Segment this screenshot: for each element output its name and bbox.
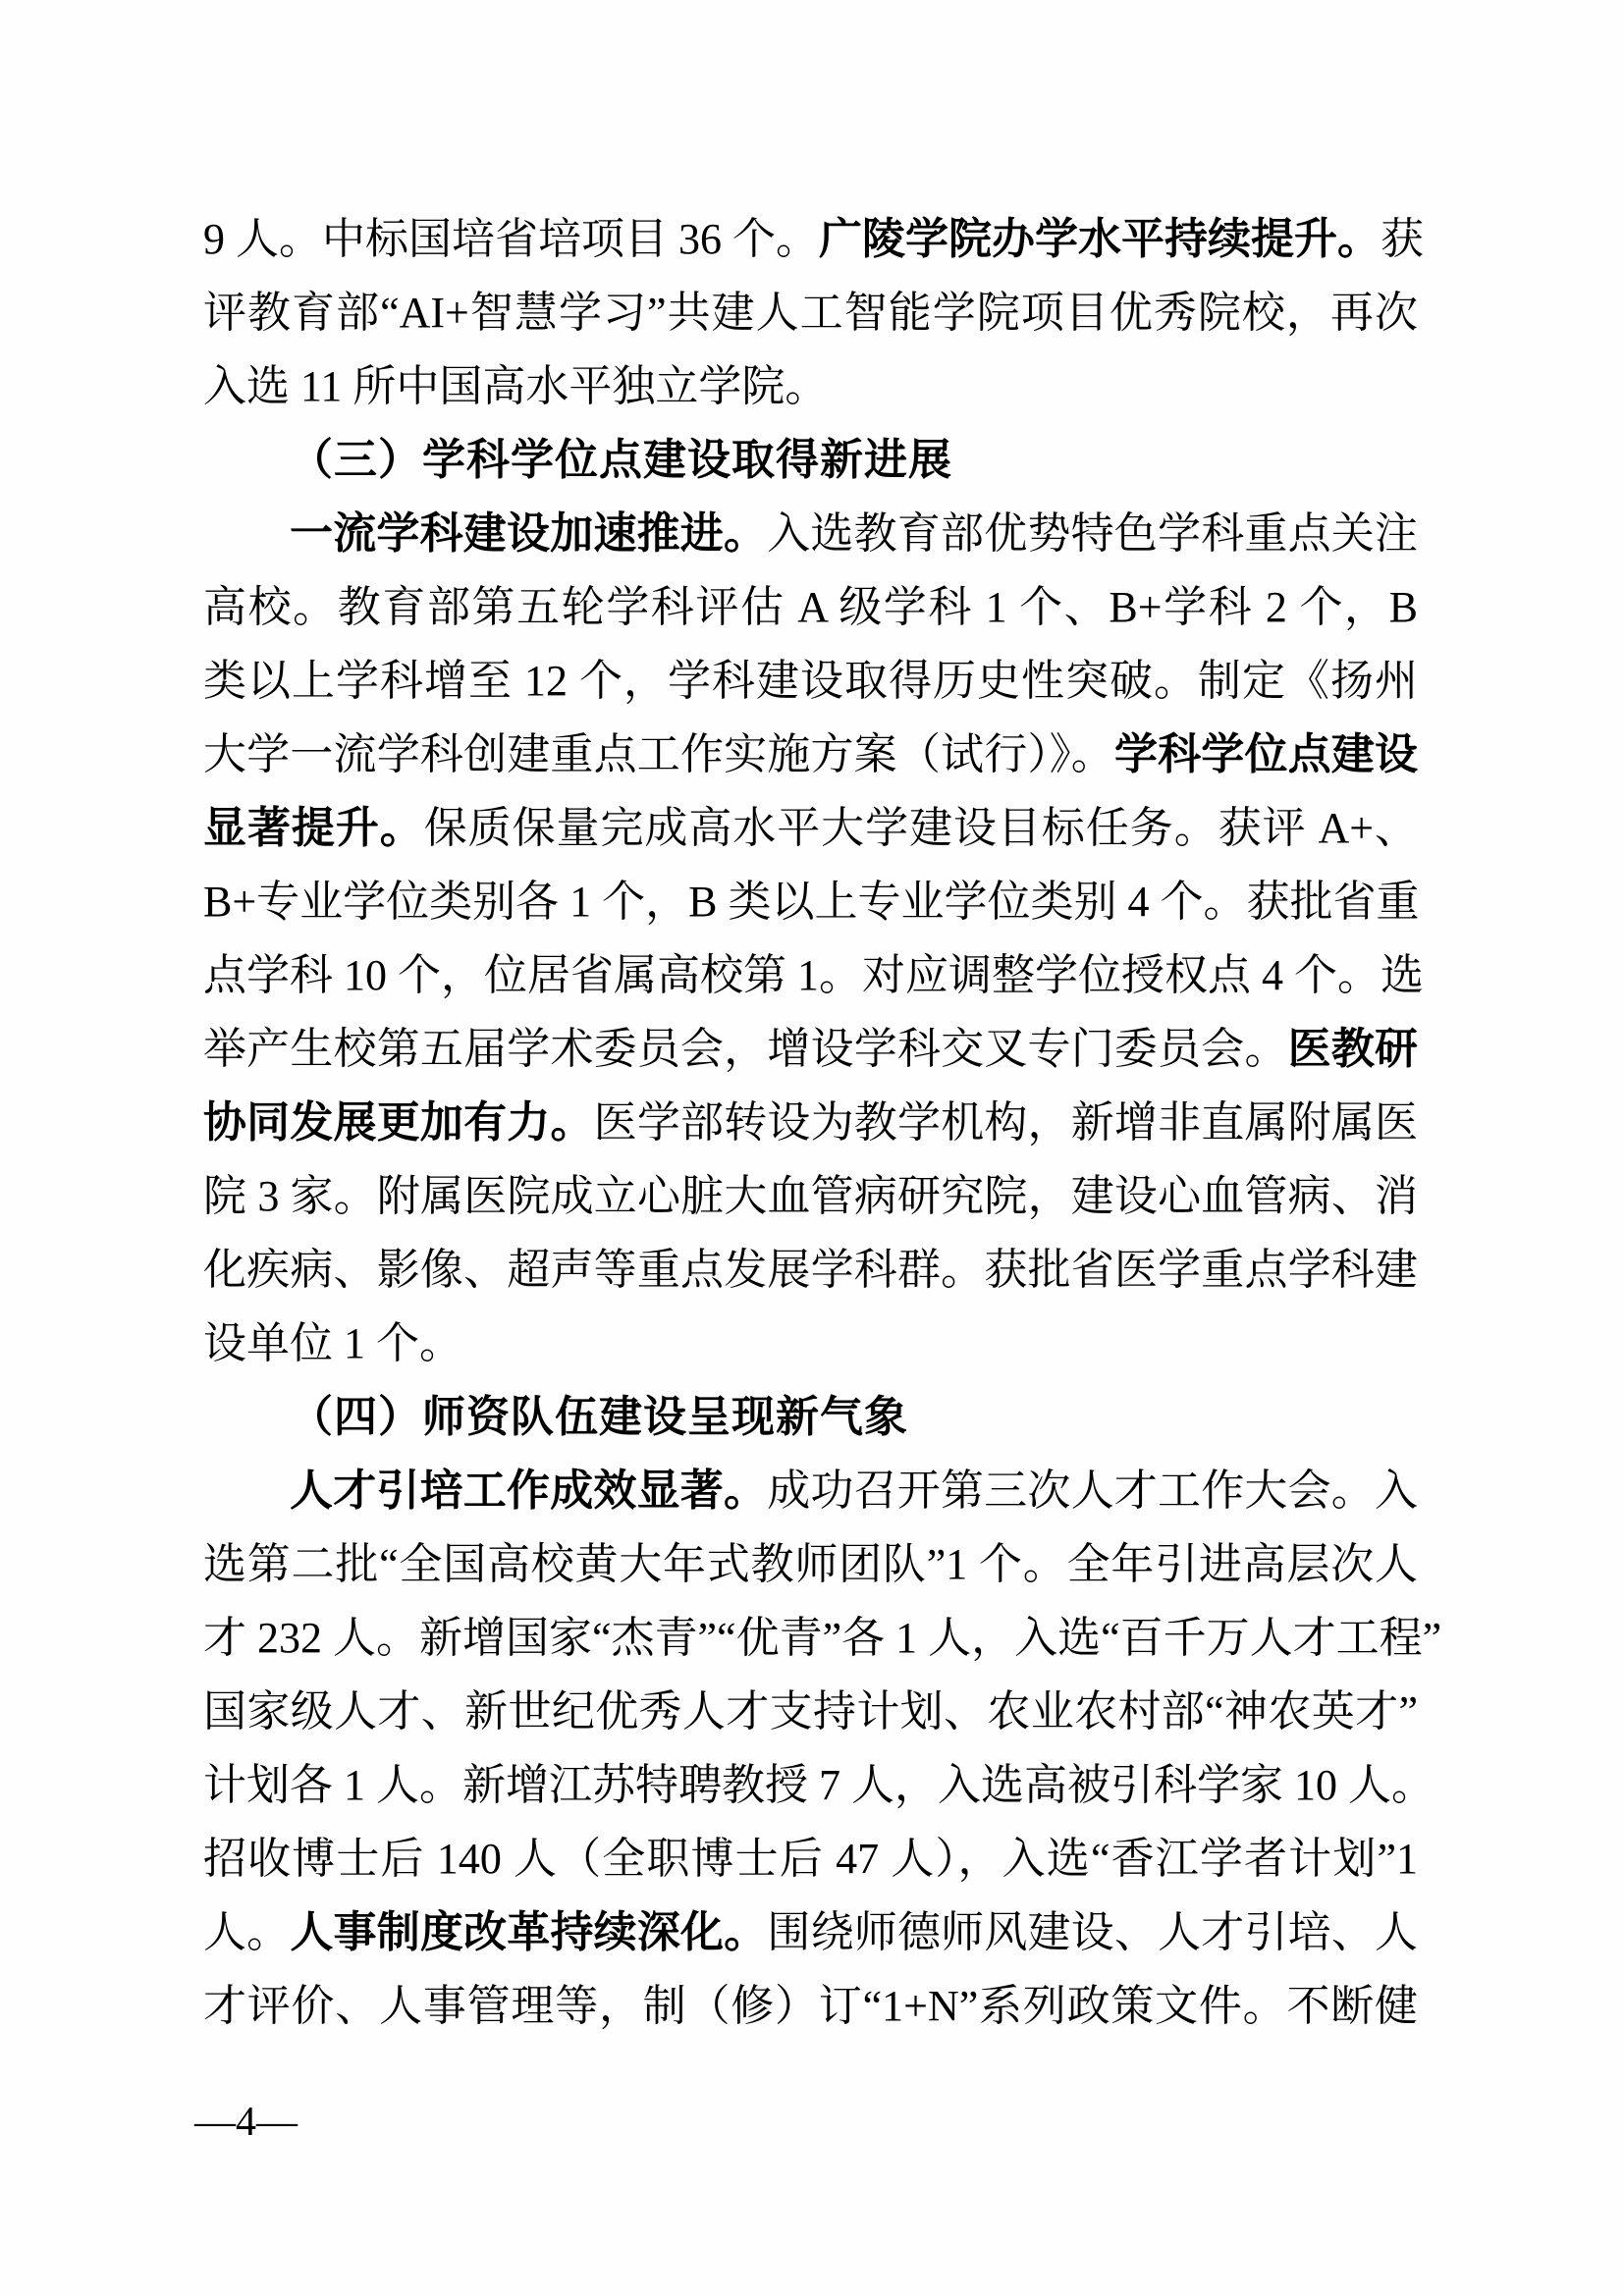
body-text: 入选 11 所中国高水平独立学院。	[203, 362, 829, 410]
body-text: 招收博士后 140 人（全职博士后 47 人），入选“香江学者计划”1	[203, 1835, 1418, 1883]
text-line	[203, 349, 1418, 423]
body-text: 设单位 1 个。	[203, 1319, 462, 1367]
body-text: 获	[1380, 215, 1424, 263]
body-text: 评教育部“AI+智慧学习”共建人工智能学院项目优秀院校，再次	[203, 289, 1418, 337]
body-text: 围绕师德师风建设、人才引培、人	[767, 1908, 1419, 1956]
emphasis-text: （三）学科学位点建设取得新进展	[290, 436, 952, 484]
text-line	[203, 202, 1424, 276]
body-text: 成功召开第三次人才工作大会。入	[767, 1467, 1419, 1515]
text-line	[203, 1896, 1418, 1969]
body-text: 化疾病、影像、超声等重点发展学科群。获批省医学重点学科建	[203, 1246, 1418, 1294]
emphasis-text: 广陵学院办学水平持续提升。	[819, 215, 1380, 263]
text-line	[203, 791, 1418, 865]
text-line	[203, 1527, 1418, 1601]
section-heading	[203, 1380, 1418, 1454]
body-text: 选第二批“全国高校黄大年式教师团队”1 个。全年引进高层次人	[203, 1540, 1418, 1588]
text-line	[203, 497, 1418, 570]
text-line	[203, 938, 1424, 1012]
emphasis-text: 医教研	[1287, 1025, 1419, 1073]
text-line	[203, 1307, 1418, 1380]
text-line	[203, 1601, 1442, 1675]
text-line	[203, 1454, 1418, 1527]
emphasis-text: 显著提升。	[203, 804, 424, 852]
text-line	[203, 1086, 1418, 1159]
text-line	[203, 1748, 1435, 1822]
emphasis-text: （四）师资队伍建设呈现新气象	[290, 1393, 908, 1441]
body-text: 人。	[203, 1908, 291, 1956]
body-text: B+专业学位类别各 1 个，B 类以上专业学位类别 4 个。获批省重	[203, 878, 1420, 926]
section-heading	[203, 423, 1418, 497]
body-text: 点学科 10 个，位居省属高校第 1。对应调整学位授权点 4 个。选	[203, 951, 1424, 999]
text-line	[203, 1969, 1418, 2043]
text-line	[203, 644, 1418, 718]
body-text: 大学一流学科创建重点工作实施方案（试行）》。	[203, 730, 1114, 778]
body-text: 高校。教育部第五轮学科评估 A 级学科 1 个、B+学科 2 个，B	[203, 583, 1418, 631]
body-text: 国家级人才、新世纪优秀人才支持计划、农业农村部“神农英才”	[203, 1687, 1418, 1735]
document-body	[203, 202, 1442, 2043]
text-line	[203, 718, 1418, 791]
body-text: 才 232 人。新增国家“杰青”“优青”各 1 人，入选“百千万人才工程”	[203, 1614, 1442, 1662]
page-number: —4—	[194, 2100, 298, 2145]
emphasis-text: 学科学位点建设	[1113, 730, 1419, 778]
body-text: 医学部转设为教学机构，新增非直属附属医	[593, 1098, 1419, 1147]
emphasis-text: 协同发展更加有力。	[203, 1098, 594, 1147]
text-line	[203, 570, 1418, 644]
text-line	[203, 1822, 1418, 1896]
body-text: 计划各 1 人。新增江苏特聘教授 7 人，入选高被引科学家 10 人。	[203, 1761, 1435, 1809]
body-text: 保质保量完成高水平大学建设目标任务。获评 A+、	[423, 804, 1419, 852]
body-text: 才评价、人事管理等，制（修）订“1+N”系列政策文件。不断健	[203, 1982, 1418, 2030]
emphasis-text: 人事制度改革持续深化。	[290, 1908, 768, 1956]
text-line	[203, 865, 1418, 938]
text-line	[203, 1159, 1418, 1233]
emphasis-text: 一流学科建设加速推进。	[290, 509, 768, 558]
text-line	[203, 1233, 1418, 1307]
body-text: 类以上学科增至 12 个，学科建设取得历史性突破。制定《扬州	[203, 657, 1418, 705]
body-text: 举产生校第五届学术委员会，增设学科交叉专门委员会。	[203, 1025, 1288, 1073]
emphasis-text: 人才引培工作成效显著。	[290, 1467, 768, 1515]
text-line	[203, 1675, 1418, 1748]
text-line	[203, 1012, 1418, 1086]
text-line	[203, 276, 1418, 349]
body-text: 入选教育部优势特色学科重点关注	[767, 509, 1419, 558]
body-text: 院 3 家。附属医院成立心脏大血管病研究院，建设心血管病、消	[203, 1172, 1418, 1220]
body-text: 9 人。中标国培省培项目 36 个。	[203, 215, 819, 263]
